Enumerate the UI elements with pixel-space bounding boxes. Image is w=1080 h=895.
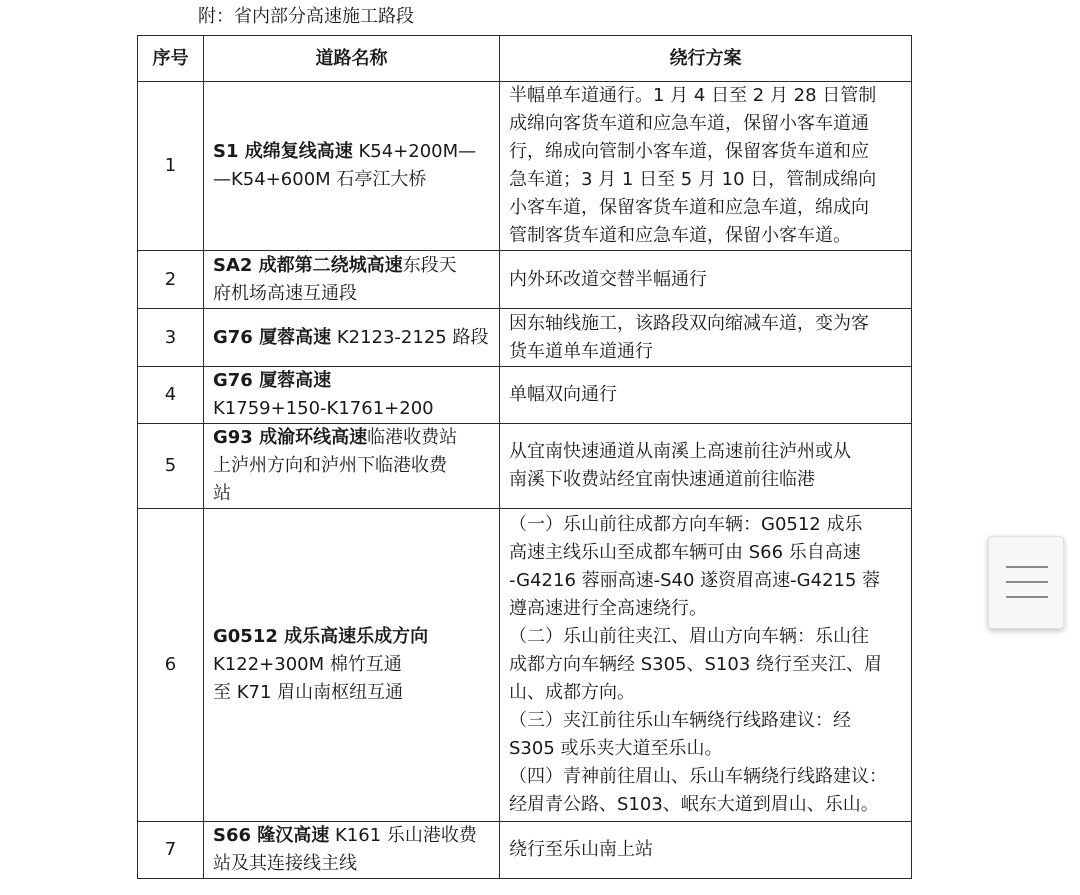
floating-menu-button[interactable] [988, 536, 1064, 629]
detour-plan-cell [500, 822, 912, 879]
plan-line: S305 或乐夹大道至乐山。 [509, 738, 723, 759]
road-name-line: —K54+600M 石亭江大桥 [213, 169, 427, 190]
header-num: 序号 [138, 36, 204, 82]
road-name-rest: K161 乐山港收费 [329, 825, 477, 846]
detour-plan-cell [500, 251, 912, 309]
table-row [138, 367, 912, 424]
plan-line: （三）夹江前往乐山车辆绕行线路建议：经 [509, 710, 851, 731]
row-number: 4 [138, 367, 204, 424]
detour-plan-cell [500, 82, 912, 251]
table-row [138, 251, 912, 309]
road-name-bold: G76 厦蓉高速 [213, 370, 332, 391]
road-name-cell [204, 82, 500, 251]
plan-line: 急车道；3 月 1 日至 5 月 10 日，管制成绵向 [509, 169, 877, 190]
road-name-cell [204, 509, 500, 822]
plan-line: 成都方向车辆经 S305、S103 绕行至夹江、眉 [509, 654, 883, 675]
plan-line: 南溪下收费站经宜南快速通道前往临港 [509, 469, 815, 490]
plan-line: 遵高速进行全高速绕行。 [509, 598, 707, 619]
plan-line: （二）乐山前往夹江、眉山方向车辆：乐山往 [509, 626, 869, 647]
plan-line: -G4216 蓉丽高速-S40 遂资眉高速-G4215 蓉 [509, 570, 881, 591]
plan-line: 经眉青公路、S103、岷东大道到眉山、乐山。 [509, 794, 879, 815]
header-road: 道路名称 [204, 36, 500, 82]
detour-plan-cell [500, 424, 912, 509]
road-name-cell [204, 367, 500, 424]
road-name-bold: S66 隆汉高速 [213, 825, 330, 846]
plan-line: 高速主线乐山至成都车辆可由 S66 乐自高速 [509, 542, 861, 563]
plan-line: （一）乐山前往成都方向车辆：G0512 成乐 [509, 514, 863, 535]
plan-line: 行，绵成向管制小客车道，保留客货车道和应 [509, 141, 869, 162]
road-name-rest: 东段天 [402, 254, 457, 276]
road-name-rest: 临港收费站 [367, 427, 458, 448]
construction-table [137, 35, 912, 879]
road-name-line: 站 [213, 483, 231, 504]
row-number: 2 [138, 251, 204, 309]
table-row [138, 309, 912, 367]
road-name-rest: K2123-2125 路段 [331, 326, 489, 348]
row-number: 1 [138, 82, 204, 251]
plan-line: 半幅单车道通行。1 月 4 日至 2 月 28 日管制 [509, 85, 877, 106]
road-name-line: K1759+150-K1761+200 [213, 398, 434, 419]
plan-line: 成绵向客货车道和应急车道，保留小客车道通 [509, 113, 869, 134]
road-name-line: 府机场高速互通段 [213, 282, 357, 304]
row-number: 7 [138, 822, 204, 879]
plan-line: 绕行至乐山南上站 [509, 839, 653, 860]
table-row [138, 822, 912, 879]
row-number: 3 [138, 309, 204, 367]
road-name-cell [204, 251, 500, 309]
table-header-row [138, 36, 912, 82]
plan-line: 内外环改道交替半幅通行 [509, 268, 707, 290]
road-name-line: 至 K71 眉山南枢纽互通 [213, 682, 404, 703]
row-number: 6 [138, 509, 204, 822]
road-name-bold: G76 厦蓉高速 [213, 326, 332, 348]
plan-line: （四）青神前往眉山、乐山车辆绕行线路建议： [509, 766, 887, 787]
table-caption: 附：省内部分高速施工路段 [198, 6, 414, 27]
road-name-cell [204, 309, 500, 367]
detour-plan-cell [500, 309, 912, 367]
road-name-line: 站及其连接线主线 [213, 853, 357, 874]
table-row [138, 82, 912, 251]
road-name-bold: SA2 成都第二绕城高速 [213, 254, 403, 276]
plan-line: 从宜南快速通道从南溪上高速前往泸州或从 [509, 441, 851, 462]
road-name-line: 上泸州方向和泸州下临港收费 [213, 455, 447, 476]
detour-plan-cell [500, 367, 912, 424]
row-number: 5 [138, 424, 204, 509]
header-plan: 绕行方案 [500, 36, 912, 82]
table-row [138, 424, 912, 509]
road-name-bold: G93 成渝环线高速 [213, 427, 368, 448]
road-name-bold: S1 成绵复线高速 [213, 141, 353, 162]
road-name-bold: G0512 成乐高速乐成方向 [213, 626, 429, 647]
plan-line: 因东轴线施工，该路段双向缩减车道，变为客 [509, 312, 869, 334]
detour-plan-cell [500, 509, 912, 822]
road-name-line: K122+300M 棉竹互通 [213, 654, 402, 675]
plan-line: 山、成都方向。 [509, 682, 635, 703]
plan-line: 单幅双向通行 [509, 384, 617, 405]
plan-line: 小客车道，保留客货车道和应急车道，绵成向 [509, 197, 869, 218]
road-name-rest: K54+200M— [352, 141, 477, 162]
road-name-cell [204, 822, 500, 879]
road-name-cell [204, 424, 500, 509]
plan-line: 货车道单车道通行 [509, 340, 653, 362]
plan-line: 管制客货车道和应急车道，保留小客车道。 [509, 225, 851, 246]
table-row [138, 509, 912, 822]
